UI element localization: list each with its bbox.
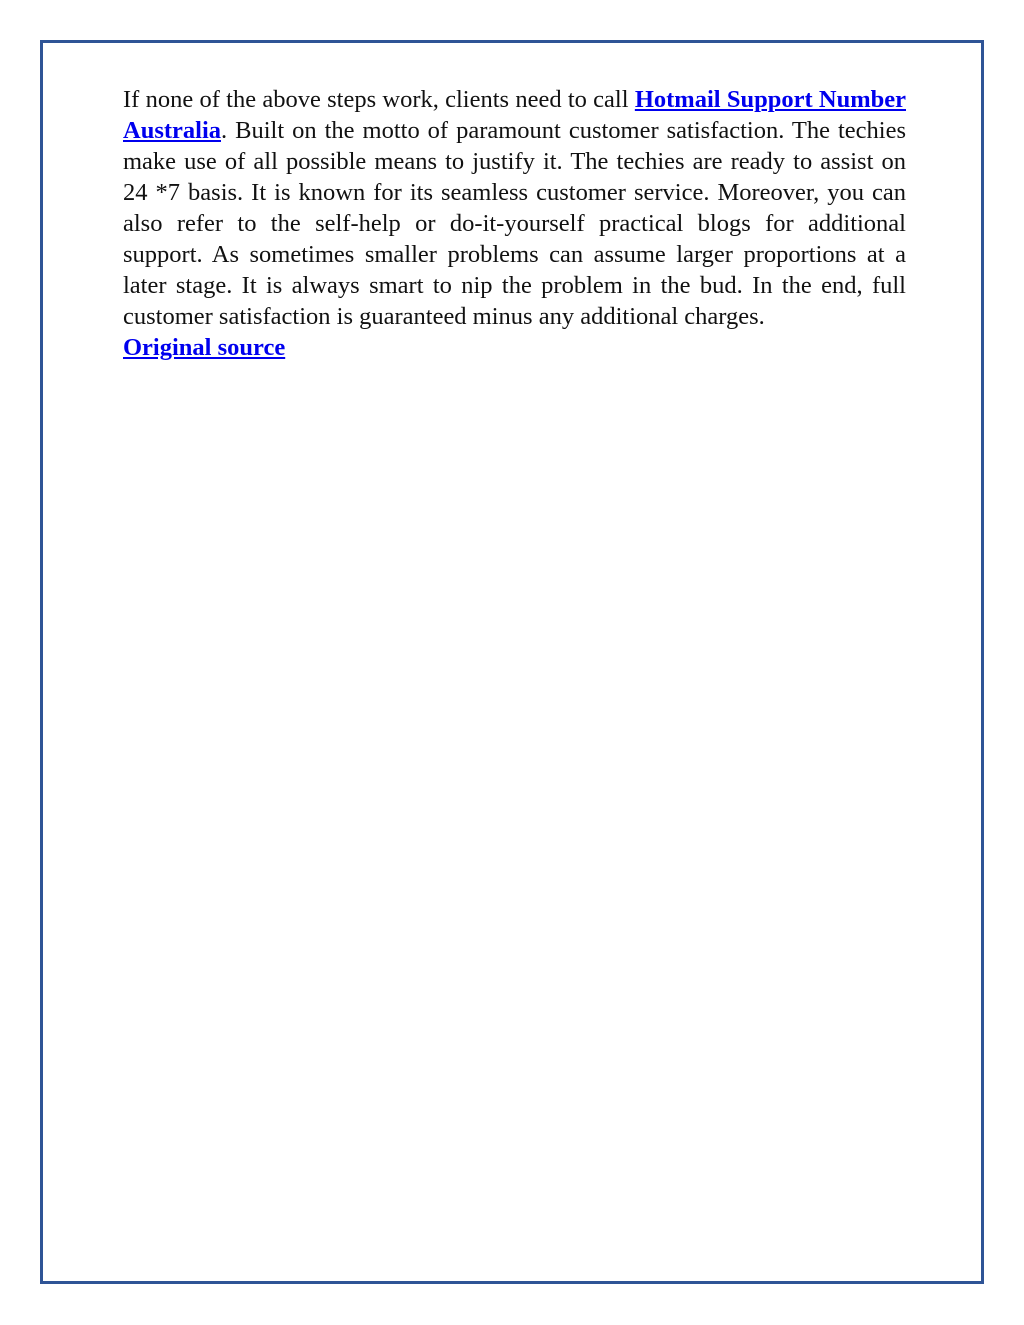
paragraph-text-after-link: . Built on the motto of paramount customer satisfaction. The techies make use of all possible means to justify it. The techies are ready to assist on 24 *7 basis. It is known for its seamless customer service. Moreover, you can also refer to the self-help or do-it-yourself practical blogs for additional support. As sometimes smaller problems can assume larger proportions at a later stage. It is always smart to nip the problem in the bud. In the end, full customer satisfaction is guaranteed minus any additional charges. xyxy=(123,117,906,330)
document-content xyxy=(123,84,906,363)
page-frame xyxy=(40,40,984,1284)
source-line xyxy=(123,332,906,363)
hotmail-support-link[interactable]: Hotmail Support Number Australia xyxy=(123,86,906,144)
original-source-link[interactable]: Original source xyxy=(123,334,286,361)
paragraph-text-before-link: If none of the above steps work, clients need to call xyxy=(123,86,635,113)
body-paragraph xyxy=(123,84,906,332)
